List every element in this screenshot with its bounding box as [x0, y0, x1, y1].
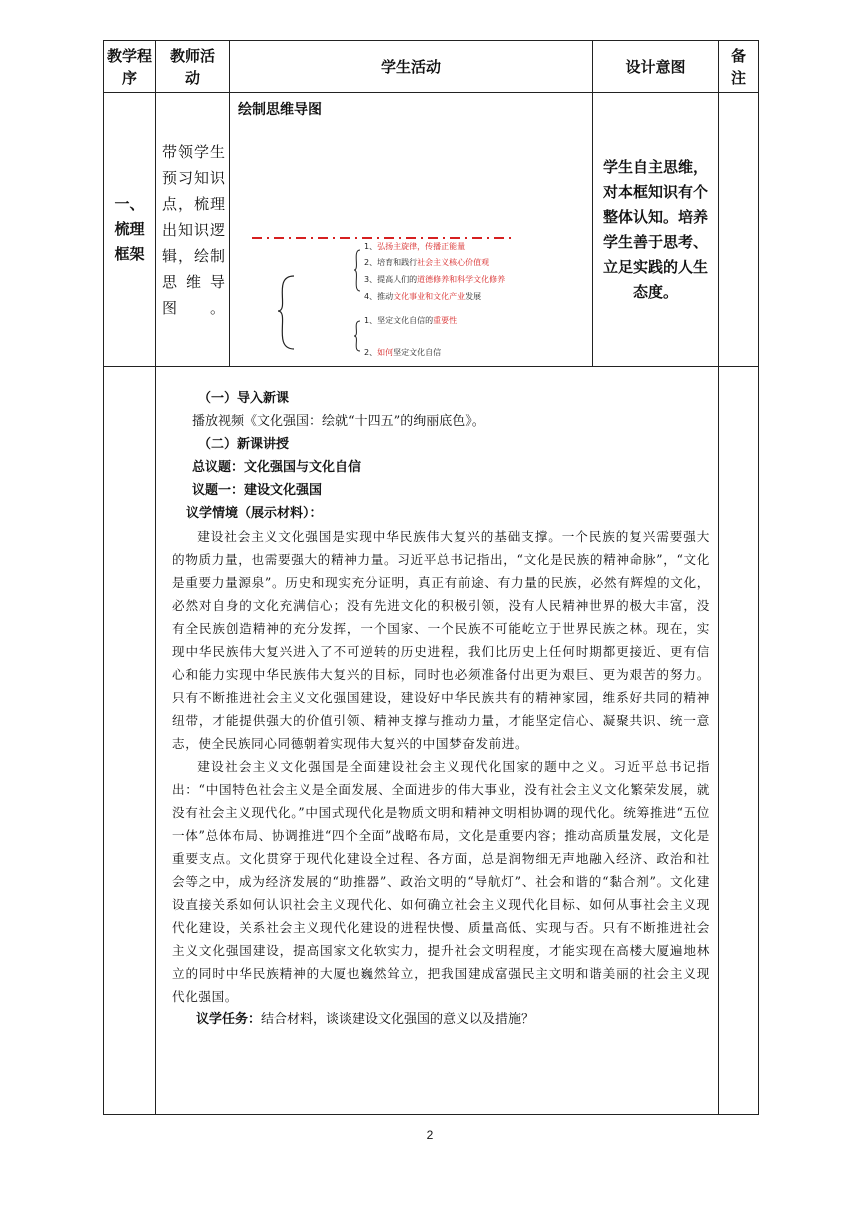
mindmap-title: 绘制思维导图: [238, 102, 322, 118]
brace-group1: [354, 250, 360, 291]
header-program: 教学程序: [104, 41, 156, 93]
header-note: 备注: [719, 41, 759, 93]
lesson-plan-table: [103, 40, 759, 1115]
mindmap-item: 1、弘扬主旋律，传播正能量: [364, 242, 466, 251]
heading-new-lesson: （二）新课讲授: [198, 437, 290, 452]
header-student: 学生活动: [230, 41, 593, 93]
mindmap: [230, 93, 592, 359]
main-brace: [278, 276, 294, 349]
learning-task: 议学任务：结合材料，谈谈建设文化强国的意义以及措施？: [196, 1012, 535, 1027]
header-row: [104, 41, 759, 93]
material-paragraph-1: 建设社会主义文化强国是实现中华民族伟大复兴的基础支撑。一个民族的复兴需要强大的物质力量，也需要强大的精神力量。习近平总书记指出，“文化是民族的精神命脉”，“文化是重要力量源泉”。历史和现实充分证明，真正有前途、有力量的民族，必然有辉煌的文化，必然对自身的文化充满信心；没有先进文化的积极引领，没有人民精神世界的极大丰富，没有全民族创造精神的充分发挥，一个国家、一个民族不可能屹立于世界民族之林。现在，实现中华民族伟大复兴进入了不可逆转的历史进程，我们比历史上任何时期都更接近、更有信心和能力实现中华民族伟大复兴的目标，同时也必须准备付出更为艰巨、更为艰苦的努力。只有不断推进社会主义文化强国建设，建设好中华民族共有的精神家园，维系好共同的精神纽带，才能提供强大的价值引领、精神支撑与推动力量，才能坚定信心、凝聚共识、统一意志，使全民族同心同德朝着实现伟大复兴的中国梦奋发前进。: [172, 529, 710, 751]
mindmap-item: 1、坚定文化自信的重要性: [364, 316, 458, 325]
design-intent: 学生自主思维，对本框知识有个整体认知。培养学生善于思考、立足实践的人生态度。: [593, 93, 719, 367]
mindmap-item: 2、培育和践行社会主义核心价值观: [364, 258, 490, 267]
row-organize-framework: [104, 93, 759, 367]
note-cell: [719, 367, 759, 1115]
stage-label: 一、梳理框架: [104, 93, 156, 367]
mindmap-item: 4、推动文化事业和文化产业发展: [364, 292, 482, 301]
situation-heading: 议学情境（展示材料）：: [186, 506, 323, 521]
lesson-content: [156, 367, 719, 1115]
mindmap-item: 2、如何坚定文化自信: [364, 348, 442, 357]
material-paragraph-2: 建设社会主义文化强国是全面建设社会主义现代化国家的题中之义。习近平总书记指出：“中国特色社会主义是全面发展、全面进步的伟大事业，没有社会主义文化繁荣发展，就没有社会主义现代化。”中国式现代化是物质文明和精神文明相协调的现代化。统筹推进“五位一体”总体布局、协调推进“四个全面”战略布局，文化是重要内容；推动高质量发展，文化是重要支点。文化贯穿于现代化建设全过程、各方面，总是润物细无声地融入经济、政治和社会等之中，成为经济发展的“助推器”、政治文明的“导航灯”、社会和谐的“黏合剂”。文化建设直接关系如何认识社会主义现代化、如何确立社会主义现代化目标、如何从事社会主义现代化建设，关系社会主义现代化建设的进程快慢、质量高低、实现与否。只有不断推进社会主义文化强国建设，提高国家文化软实力，提升社会文明程度，才能实现在高楼大厦遍地林立的同时中华民族精神的大厦也巍然耸立，把我国建成富强民主文明和谐美丽的社会主义现代化强国。: [172, 759, 710, 1004]
stage-cell-empty: [104, 367, 156, 1115]
header-design: 设计意图: [593, 41, 719, 93]
video-line: 播放视频《文化强国：绘就“十四五”的绚丽底色》。: [192, 414, 485, 429]
teacher-activity: 带领学生预习知识点，梳理出知识逻辑，绘制思维导图。: [156, 93, 230, 367]
student-activity-mindmap: [230, 93, 593, 367]
note-cell: [719, 93, 759, 367]
row-new-lesson: [104, 367, 759, 1115]
mindmap-item: 3、提高人们的道德修养和科学文化修养: [364, 275, 506, 284]
header-teacher: 教师活动: [156, 41, 230, 93]
brace-group2: [354, 321, 360, 351]
page-number: 2: [426, 1128, 434, 1142]
heading-intro: （一）导入新课: [198, 391, 290, 406]
sub-topic: 议题一：建设文化强国: [192, 483, 323, 498]
general-topic: 总议题：文化强国与文化自信: [192, 460, 362, 475]
